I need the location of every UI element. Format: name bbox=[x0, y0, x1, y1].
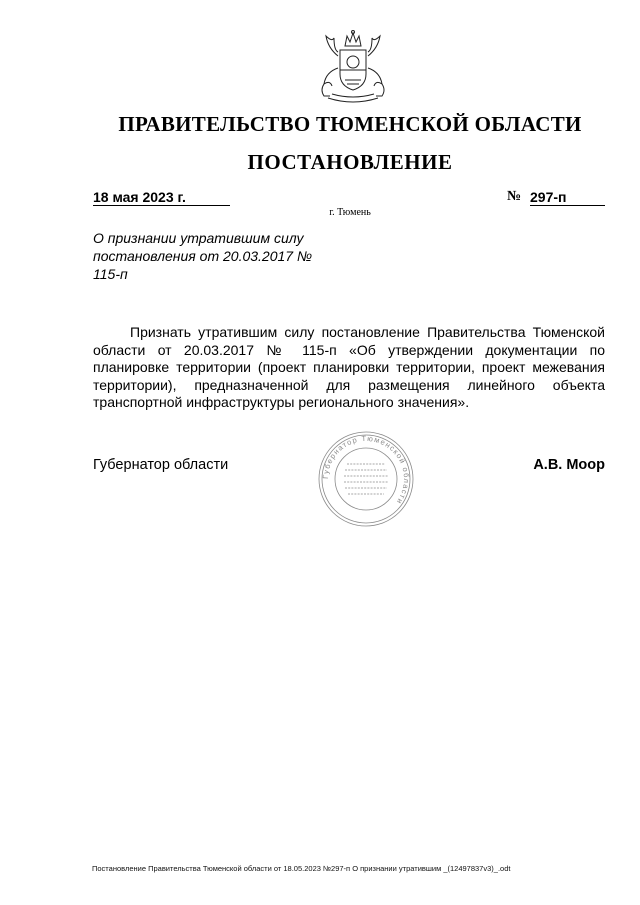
document-subject: О признании утратившим силу постановления от 20.03.2017 № 115-п bbox=[93, 230, 313, 282]
document-date: 18 мая 2023 г. bbox=[93, 189, 186, 205]
city-label: г. Тюмень bbox=[329, 207, 371, 218]
signer-title: Губернатор области bbox=[93, 457, 229, 473]
signer-name: А.В. Моор bbox=[533, 457, 605, 473]
date-underline bbox=[93, 205, 230, 206]
footer-filename: Постановление Правительства Тюменской области от 18.05.2023 №297-п О признании утратившим _(12497837v3)_.odt bbox=[92, 864, 511, 873]
official-seal-icon bbox=[317, 430, 415, 528]
number-underline bbox=[530, 205, 605, 206]
document-type: ПОСТАНОВЛЕНИЕ bbox=[247, 150, 453, 174]
number-label: № bbox=[507, 189, 522, 204]
coat-of-arms-icon bbox=[310, 28, 396, 106]
government-title: ПРАВИТЕЛЬСТВО ТЮМЕНСКОЙ ОБЛАСТИ bbox=[118, 112, 582, 136]
document-body: Признать утратившим силу постановление Правительства Тюменской области от 20.03.2017 № 115-п «Об утверждении документации по планировке территории (проект планировки территории, проект межевания территории), предназначенной для размещения линейного объекта транспортной инфраструктуры регионального значения». bbox=[93, 324, 605, 410]
document-number: 297-п bbox=[530, 189, 567, 205]
seal-ring-text: Губернатор Тюменской области bbox=[320, 433, 412, 507]
